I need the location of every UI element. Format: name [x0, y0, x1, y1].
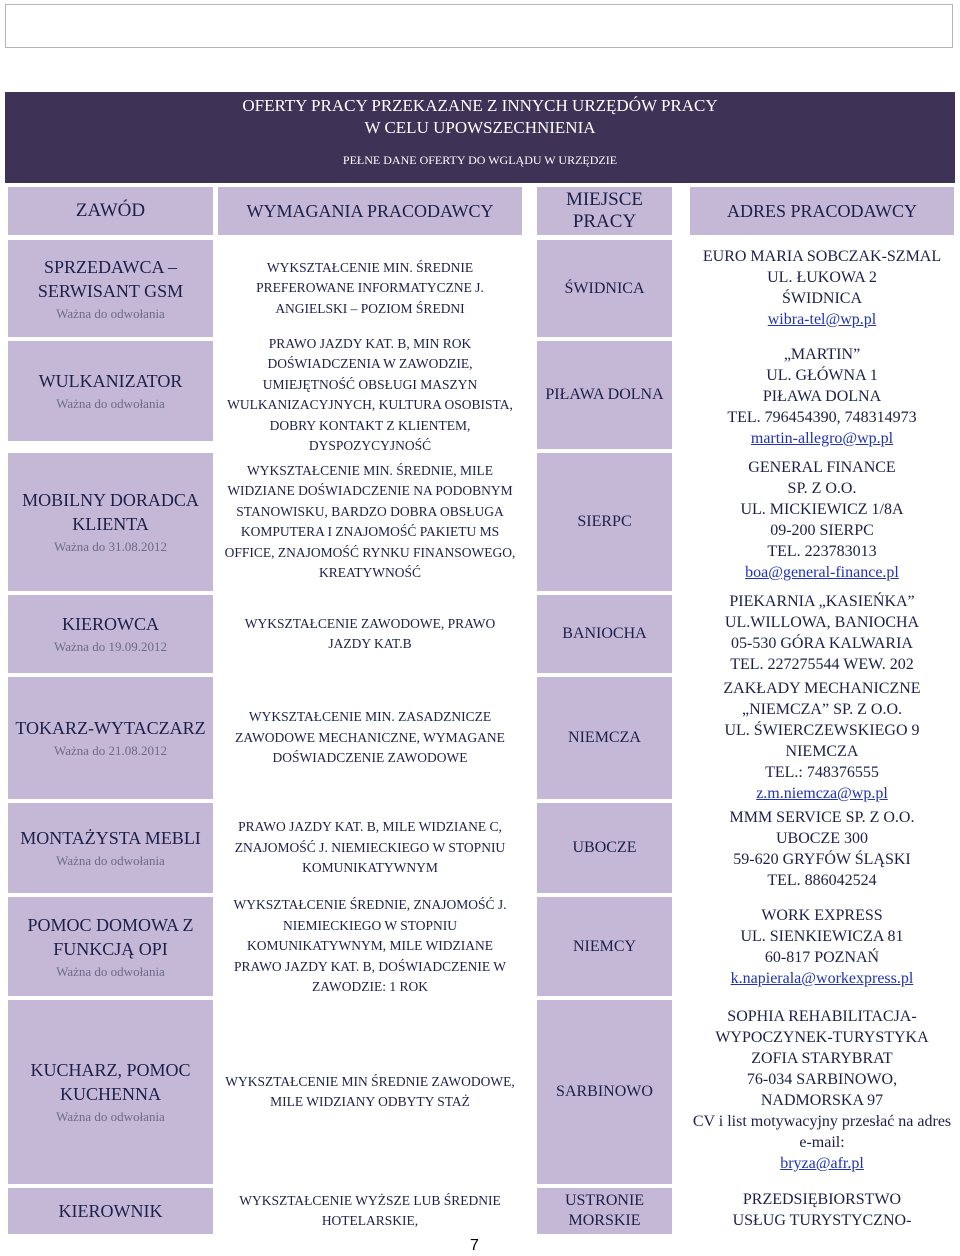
header-title-line2: W CELU UPOWSZECHNIENIA: [364, 118, 596, 137]
address-cell: [690, 455, 954, 585]
address-line: „NIEMCZA” SP. Z O.O.: [742, 701, 902, 718]
job-title: KIEROWCA: [62, 614, 159, 634]
validity-note: Ważna do 31.08.2012: [53, 539, 168, 554]
address-line: UL. SIENKIEWICZA 81: [740, 927, 904, 945]
requirements-cell: WYKSZTAŁCENIE MIN. ŚREDNIE, MILE WIDZIANE DOŚWIADCZENIE NA PODOBNYM STANOWISKU, BARDZO DOBRA OBSŁUGA KOMPUTERA I ZNAJOMOŚĆ PAKIETU MS OFFICE, ZNAJOMOŚĆ RYNKU FINANSOWEGO, KREATYWNOŚĆ: [224, 462, 516, 580]
address-cell: [690, 992, 954, 1188]
validity-note: Ważna do 21.08.2012: [53, 743, 168, 758]
job-title: MONTAŻYSTA MEBLI: [20, 828, 201, 848]
validity-note: Ważna do odwołania: [56, 396, 165, 411]
place-cell: SARBINOWO: [537, 1000, 672, 1184]
address-line: 09-200 SIERPC: [770, 522, 874, 539]
column-header-zawod: ZAWÓD: [8, 187, 213, 235]
address-line: USŁUG TURYSTYCZNO-: [732, 1212, 912, 1229]
zawod-cell: [8, 240, 213, 337]
email-link[interactable]: martin-allegro@wp.pl: [750, 429, 894, 447]
column-header-wymagania: WYMAGANIA PRACODAWCY: [218, 187, 522, 235]
address-line: PIEKARNIA „KASIEŃKA”: [729, 593, 915, 610]
validity-note: Ważna do odwołania: [56, 963, 165, 979]
address-line: PIŁAWA DOLNA: [762, 387, 882, 405]
column-header-adres: ADRES PRACODAWCY: [690, 187, 954, 235]
address-line: SOPHIA REHABILITACJA-WYPOCZYNEK-TURYSTYKA: [715, 1008, 929, 1046]
address-cell: [690, 238, 954, 337]
column-header-miejsce: MIEJSCE PRACY: [537, 187, 672, 235]
address-line: TEL.: 748376555: [765, 764, 879, 781]
address-line: UL. GŁÓWNA 1: [766, 366, 878, 384]
address-line: UL. MICKIEWICZ 1/8A: [740, 501, 904, 518]
address-line: 05-530 GÓRA KALWARIA: [731, 635, 913, 652]
place-cell: BANIOCHA: [537, 595, 672, 673]
address-line: GENERAL FINANCE: [748, 459, 896, 476]
place-cell: SIERPC: [537, 453, 672, 591]
requirements-cell: WYKSZTAŁCENIE MIN. ŚREDNIE PREFEROWANE INFORMATYCZNE J. ANGIELSKI – POZIOM ŚREDNI: [256, 259, 484, 316]
header-subtitle: PEŁNE DANE OFERTY DO WGLĄDU W URZĘDZIE: [342, 153, 618, 167]
job-title: SPRZEDAWCA – SERWISANT GSM: [37, 256, 184, 301]
address-line: TEL. 886042524: [767, 872, 877, 889]
address-line: WORK EXPRESS: [761, 906, 883, 924]
place-cell: ŚWIDNICA: [537, 240, 672, 337]
requirements-cell: PRAWO JAZDY KAT. B, MILE WIDZIANE C, ZNAJOMOŚĆ J. NIEMIECKIEGO W STOPNIU KOMUNIKATYWNYM: [234, 819, 506, 876]
address-cell: [690, 897, 954, 996]
address-line: PRZEDSIĘBIORSTWO: [742, 1191, 902, 1208]
email-link[interactable]: k.napierala@workexpress.pl: [730, 969, 914, 987]
job-title: POMOC DOMOWA Z FUNKCJĄ OPI: [27, 914, 194, 959]
address-line: TEL. 796454390, 748314973: [727, 408, 917, 426]
validity-note: Ważna do 19.09.2012: [53, 639, 168, 654]
page-header: [5, 92, 955, 183]
address-line: 76-034 SARBINOWO,: [746, 1071, 898, 1088]
job-title: TOKARZ-WYTACZARZ: [15, 718, 206, 738]
place-cell: PIŁAWA DOLNA: [537, 341, 672, 449]
email-link[interactable]: z.m.niemcza@wp.pl: [756, 785, 888, 802]
zawod-cell: [8, 595, 213, 673]
job-title: WULKANIZATOR: [38, 371, 183, 391]
zawod-cell: [8, 1188, 213, 1234]
requirements-cell: WYKSZTAŁCENIE ŚREDNIE, ZNAJOMOŚĆ J. NIEMIECKIEGO W STOPNIU KOMUNIKATYWNYM, MILE WIDZIANE PRAWO JAZDY KAT. B, DOŚWIADCZENIE W ZAWODZIE: 1 ROK: [233, 897, 507, 995]
zawod-cell: [8, 1000, 213, 1184]
header-title-line1: OFERTY PRACY PRZEKAZANE Z INNYCH URZĘDÓW PRACY: [242, 96, 718, 115]
address-line: TEL. 227275544 WEW. 202: [730, 656, 914, 673]
address-cell: [690, 1186, 954, 1234]
email-link[interactable]: boa@general-finance.pl: [745, 564, 899, 581]
address-cell: [690, 588, 954, 678]
place-cell: USTRONIE MORSKIE: [537, 1188, 672, 1234]
address-line: TEL. 223783013: [767, 543, 877, 560]
zawod-cell: [8, 677, 213, 799]
address-line: ZOFIA STARYBRAT: [751, 1050, 893, 1067]
requirements-cell: WYKSZTAŁCENIE ZAWODOWE, PRAWO JAZDY KAT.B: [244, 615, 496, 651]
address-cell: [690, 679, 954, 803]
job-title: KIEROWNIK: [58, 1201, 163, 1221]
address-line: MMM SERVICE SP. Z O.O.: [729, 809, 915, 826]
email-link[interactable]: bryza@afr.pl: [780, 1155, 864, 1172]
address-line: EURO MARIA SOBCZAK-SZMAL: [702, 247, 942, 265]
address-line: NADMORSKA 97: [760, 1092, 884, 1109]
address-line: „MARTIN”: [783, 345, 861, 363]
requirements-cell: WYKSZTAŁCENIE WYŻSZE LUB ŚREDNIE HOTELARSKIE,: [239, 1192, 501, 1228]
place-cell: NIEMCY: [537, 897, 672, 996]
page-number: 7: [470, 1237, 479, 1254]
zawod-cell: [8, 341, 213, 441]
place-cell: NIEMCZA: [537, 677, 672, 799]
top-frame: [5, 4, 953, 48]
zawod-cell: [8, 453, 213, 591]
requirements-cell: PRAWO JAZDY KAT. B, MIN ROK DOŚWIADCZENIA W ZAWODZIE, UMIEJĘTNOŚĆ OBSŁUGI MASZYN WULKANIZACYJNYCH, KULTURA OSOBISTA, DOBRY KONTAKT Z KLIENTEM, DYSPOZYCYJNOŚĆ: [227, 335, 513, 453]
email-link[interactable]: wibra-tel@wp.pl: [767, 310, 877, 328]
address-line: ŚWIDNICA: [782, 289, 862, 307]
address-cell: [690, 806, 954, 892]
job-title: MOBILNY DORADCA KLIENTA: [22, 490, 199, 534]
zawod-cell: [8, 803, 213, 893]
validity-note: Ważna do odwołania: [56, 853, 165, 868]
place-cell: UBOCZE: [537, 803, 672, 893]
requirements-cell: WYKSZTAŁCENIE MIN ŚREDNIE ZAWODOWE, MILE WIDZIANY ODBYTY STAŻ: [225, 1073, 515, 1109]
address-line: UBOCZE 300: [776, 830, 868, 847]
address-cell: [690, 343, 954, 449]
validity-note: Ważna do odwołania: [56, 1109, 165, 1124]
validity-note: Ważna do odwołania: [56, 305, 165, 321]
address-line: SP. Z O.O.: [787, 480, 857, 497]
address-line: UL. ŚWIERCZEWSKIEGO 9: [724, 722, 920, 739]
address-line: NIEMCZA: [785, 743, 859, 760]
address-line: UL.WILLOWA, BANIOCHA: [724, 614, 920, 631]
address-line: UL. ŁUKOWA 2: [767, 268, 877, 286]
address-line: 59-620 GRYFÓW ŚLĄSKI: [733, 851, 911, 868]
job-title: KUCHARZ, POMOC KUCHENNA: [30, 1060, 191, 1104]
address-line: ZAKŁADY MECHANICZNE: [723, 680, 921, 697]
requirements-cell: WYKSZTAŁCENIE MIN. ZASADZNICZE ZAWODOWE MECHANICZNE, WYMAGANE DOŚWIADCZENIE ZAWODOWE: [235, 709, 505, 766]
address-line: 60-817 POZNAŃ: [764, 948, 880, 966]
address-line: CV i list motywacyjny przesłać na adres e-mail:: [692, 1113, 952, 1151]
zawod-cell: [8, 897, 213, 996]
